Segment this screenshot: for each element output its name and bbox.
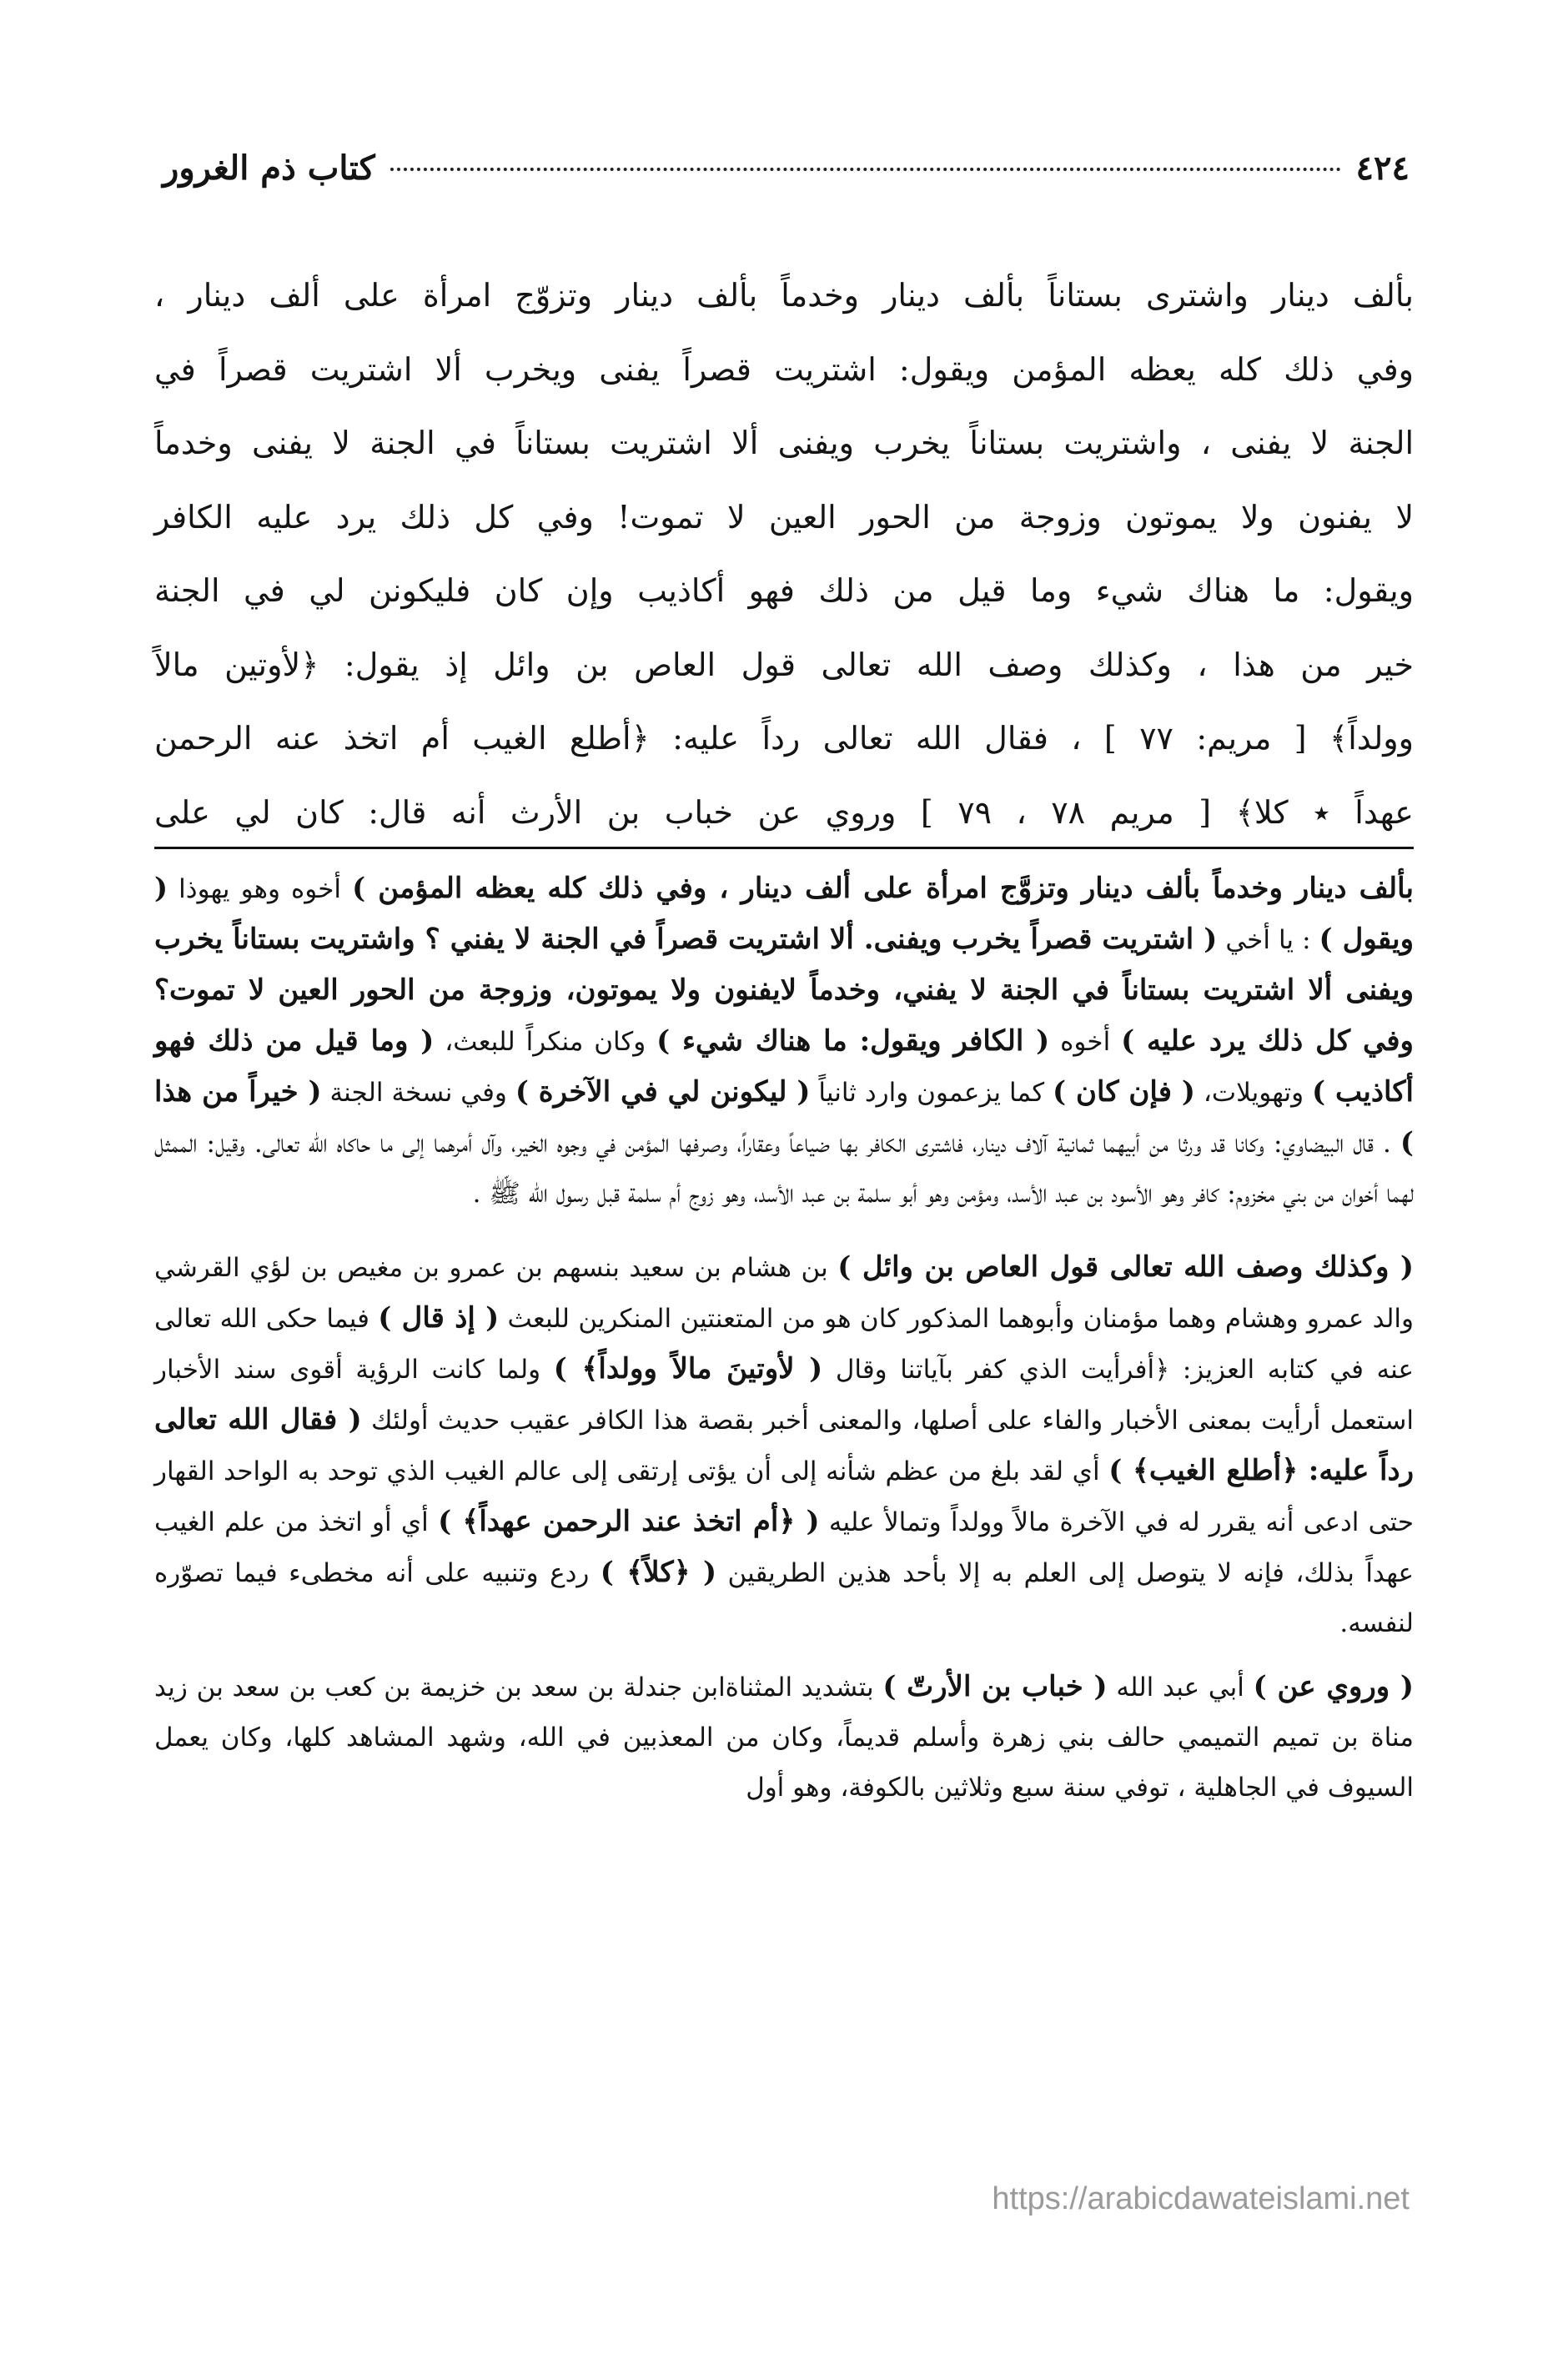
main-text-line: بألف دينار واشترى بستاناً بألف دينار وخدماً بألف دينار وتزوّج امرأة على ألف دينار ، [154,277,1414,314]
quoted-main-text: ( وروي عن ) [1253,1670,1414,1703]
page-number: ٤٢٤ [1355,148,1410,188]
page-header [163,148,1410,207]
quoted-main-text: ( خباب بن الأرتّ ) [882,1670,1108,1703]
quoted-main-text: ( وما قيل من ذلك فهو أكاذيب ) [154,1024,1414,1109]
quoted-main-text: ( فإن كان ) [1053,1075,1195,1109]
commentary [154,863,1414,1826]
main-text-line: وولداً﴾ [ مريم: ٧٧ ] ، فقال الله تعالى رداً عليه: ﴿أطلع الغيب أم اتخذ عنه الرحمن [154,720,1414,757]
book-title: كتاب ذم الغرور [163,148,375,188]
commentary-text: وتهويلات، [1194,1078,1313,1108]
commentary-text: ولما كانت الرؤية أقوى سند الأخبار استعمل أرأيت بمعنى الأخبار والفاء على أصلها، والمعنى أخبر بقصة هذا الكافر عقيب حديث أولئك [154,1355,1414,1436]
commentary-text: : يا أخي [1217,925,1319,955]
main-text-line: ويقول: ما هناك شيء وما قيل من ذلك فهو أكاذيب وإن كان فليكونن لي في الجنة [154,572,1414,609]
commentary-text: وكان منكراً للبعث، [434,1027,657,1057]
quoted-main-text: ( إذ قال ) [378,1301,500,1335]
quoted-main-text: ( ليكونن لي في الآخرة ) [515,1075,811,1109]
main-text-line: وفي ذلك كله يعظه المؤمن ويقول: اشتريت قصراً يفنى ويخرب ألا اشتريت قصراً في [154,350,1414,388]
commentary-text: أي أو اتخذ من علم الغيب عهداً بذلك، فإنه لا يتوصل إلى العلم به إلا بأحد هذين الطريقين [154,1507,1414,1588]
commentary-text: فيما حكى الله تعالى عنه في كتابه العزيز: ﴿أفرأيت الذي كفر بآياتنا وقال [154,1304,1414,1385]
main-text-line: عهداً ٭ كلا﴾ [ مريم ٧٨ ، ٧٩ ] وروي عن خباب بن الأرث أنه قال: كان لي على [154,793,1414,831]
commentary-paragraph [154,1242,1414,1648]
quoted-main-text: ( الكافر ويقول: ما هناك شيء ) [656,1024,1050,1058]
quoted-main-text: ( لأوتينَ مالاً وولداً﴾ ) [553,1352,823,1386]
quoted-main-text: ( اشتريت قصراً يخرب ويفنى. ألا اشتريت قصراً في الجنة لا يفني ؟ واشتريت بستاناً يخرب ويفنى ألا اشتريت بستاناً في الجنة لا يفني، وخدماً لايفنون ولا يموتون، وزوجة من الحور العين لا تموت؟ وفي كل ذلك يرد عليه ) [154,923,1414,1058]
footnote-separator [154,847,1414,849]
commentary-text: أخوه وهو يهوذا [168,874,353,904]
commentary-text: أي لقد بلغ من عظم شأنه إلى أن يؤتى إرتقى إلى عالم الغيب الذي توحد به الواحد القهار حتى ادعى أنه يقرر له في الآخرة مالاً وولداً وتمالأ عليه [154,1456,1415,1537]
quoted-main-text: بألف دينار وخدماً بألف دينار وتزوَّج امرأة على ألف دينار ، وفي ذلك كله يعظه المؤمن ) [352,872,1414,905]
commentary-text: . قال البيضاوي: وكانا قد ورثا من أبيهما ثمانية آلاف دينار، فاشترى الكافر بها ضياعاً وعقاراً، وصرفها المؤمن في وجوه الخير، وآل أمرهما إلى ما حاكاه الله تعالى. وقيل: الممثل لهما أخوان من بني مخزوم: كافر وهو الأسود بن عبد الأسد، ومؤمن وهو أبو سلمة بن عبد الأسد، وهو زوج أم سلمة قبل رسول الله ﷺ . [154,1129,1414,1209]
quoted-main-text: ( وكذلك وصف الله تعالى قول العاص بن وائل ) [837,1250,1414,1284]
commentary-paragraph [154,1662,1414,1813]
commentary-text: أخوه [1049,1027,1122,1057]
main-text [154,259,1414,849]
commentary-text: وفي نسخة الجنة [321,1078,515,1108]
commentary-text: بتشديد المثناةابن جندلة بن سعد بن خزيمة بن كعب بن سعد بن زيد مناة بن تميم التميمي حالف بني زهرة وأسلم قديماً، وكان من المعذبين في الله، وشهد المشاهد كلها، وكان يعمل السيوف في الجاهلية ، توفي سنة سبع وثلاثين بالكوفة، وهو أول [154,1672,1414,1803]
quoted-main-text: ( فقال الله تعالى رداً عليه: ﴿أطلع الغيب﴾ ) [154,1403,1415,1487]
watermark-url: https://arabicdawateislami.net [992,2181,1410,2216]
commentary-paragraph [154,863,1414,1219]
commentary-text: أبي عبد الله [1107,1672,1254,1703]
main-text-line: الجنة لا يفنى ، واشتريت بستاناً يخرب ويفنى ألا اشتريت بستاناً في الجنة لا يفنى وخدماً [154,425,1414,461]
quoted-main-text: ( ويقول ) [154,872,1414,956]
commentary-text: بن هشام بن سعيد بنسهم بن عمرو بن مغيص بن لؤي القرشي والد عمرو وهشام وهما مؤمنان وأبوهما المذكور كان هو من المتعنتين المنكرين للبعث [154,1253,1414,1334]
commentary-text: كما يزعمون وارد ثانياً [810,1078,1053,1108]
commentary-text: ردع وتنبيه على أنه مخطىء فيما تصوّره لنفسه. [154,1558,1414,1638]
quoted-main-text: ( ﴿أم اتخذ عند الرحمن عهداً﴾ ) [438,1505,820,1538]
main-text-line: خير من هذا ، وكذلك وصف الله تعالى قول العاص بن وائل إذ يقول: ﴿لأوتين مالاً [154,646,1414,683]
quoted-main-text: ( خيراً من هذا ) [154,1075,1414,1159]
quoted-main-text: ( ﴿كلاً﴾ ) [600,1556,717,1589]
dotted-leader [390,168,1341,171]
main-text-line: لا يفنون ولا يموتون وزوجة من الحور العين لا تموت! وفي كل ذلك يرد عليه الكافر [154,498,1414,536]
